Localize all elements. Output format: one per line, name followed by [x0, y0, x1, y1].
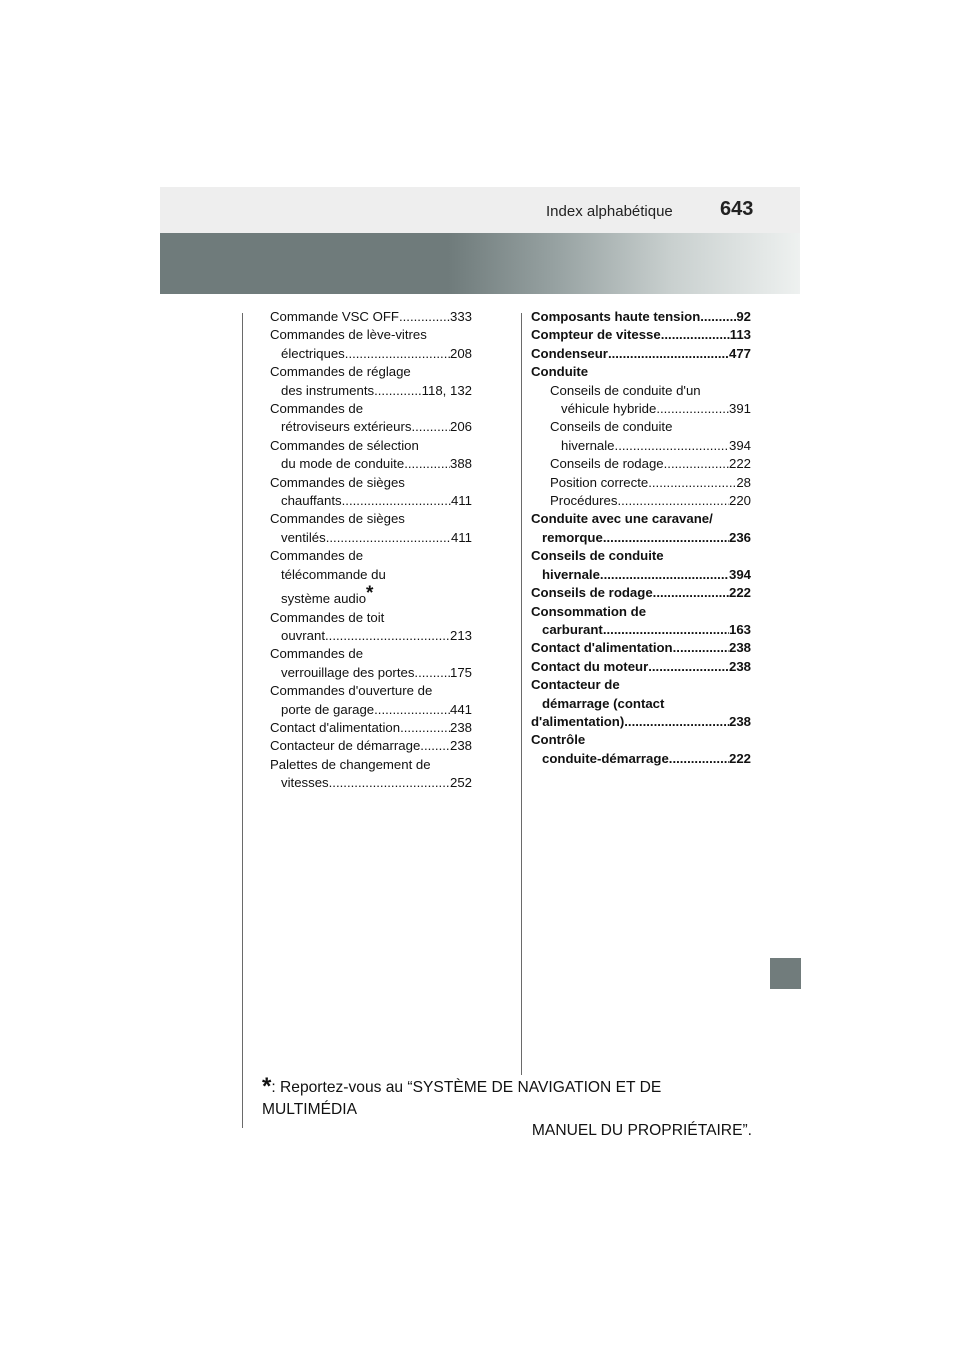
index-entry	[270, 363, 472, 400]
index-entry	[270, 609, 472, 646]
entry-text: remorque	[542, 529, 603, 545]
entry-text: système audio	[281, 591, 367, 607]
entry-text: Palettes de changement de	[270, 756, 431, 772]
entry-page[interactable]: 118, 132	[421, 382, 472, 398]
entry-page[interactable]: 236	[728, 529, 751, 545]
index-entry	[270, 737, 472, 755]
asterisk-mark: *	[262, 1073, 272, 1100]
index-entry	[270, 645, 472, 682]
dot-leader	[648, 658, 729, 676]
entry-text: hivernale	[561, 437, 615, 453]
entry-text: des instruments	[281, 382, 375, 398]
entry-text: conduite-démarrage	[542, 750, 669, 766]
entry-text: Commandes de sélection	[270, 437, 419, 453]
entry-page[interactable]: 477	[728, 345, 751, 361]
footnote	[262, 1075, 752, 1141]
index-entry	[270, 547, 472, 608]
entry-text: Commandes de sièges	[270, 474, 405, 490]
entry-text: Conseils de rodage	[550, 456, 664, 472]
entry-text: Compteur de vitesse	[531, 327, 661, 343]
entry-text: Commandes de lève-vitres	[270, 327, 427, 343]
dot-leader	[624, 713, 729, 731]
entry-text: Contact d'alimentation	[270, 719, 401, 735]
entry-text: Procédures	[550, 493, 618, 509]
index-entry	[531, 603, 751, 640]
index-entry	[270, 510, 472, 547]
entry-page[interactable]: 388	[449, 456, 472, 472]
index-entry	[531, 731, 751, 768]
dot-leader	[414, 664, 450, 682]
footnote-text: : Reportez-vous au “SYSTÈME DE NAVIGATION ET DE MULTIMÉDIA	[262, 1079, 662, 1118]
dot-leader	[345, 345, 450, 363]
entry-page[interactable]: 113	[729, 327, 751, 343]
entry-text: véhicule hybride	[561, 401, 657, 417]
dot-leader	[608, 345, 729, 363]
entry-page[interactable]: 394	[728, 566, 751, 582]
footnote-text: MANUEL DU PROPRIÉTAIRE”.	[531, 1122, 752, 1139]
entry-text: Conseils de conduite	[550, 419, 673, 435]
entry-text: Commande VSC OFF	[270, 309, 399, 324]
entry-text: porte de garage	[281, 701, 375, 717]
entry-page[interactable]: 411	[450, 529, 472, 545]
dot-leader	[653, 584, 729, 602]
entry-text: Commandes d'ouverture de	[270, 683, 433, 699]
entry-text: Consommation de	[531, 603, 647, 619]
dot-leader	[411, 418, 450, 436]
entry-text: hivernale	[542, 566, 600, 582]
dot-leader	[656, 400, 729, 418]
index-entry	[531, 326, 751, 344]
index-entry	[270, 474, 472, 511]
index-entry	[531, 510, 751, 547]
dot-leader	[661, 326, 730, 344]
dot-leader	[404, 455, 450, 473]
entry-text: Contact du moteur	[531, 658, 649, 674]
entry-text: rétroviseurs extérieurs	[281, 419, 412, 435]
entry-text: Commandes de sièges	[270, 511, 405, 527]
entry-text: Commandes de	[270, 548, 364, 564]
index-entry	[270, 756, 472, 793]
dot-leader	[617, 492, 729, 510]
entry-text: Conseils de rodage	[531, 585, 653, 601]
dot-leader	[673, 639, 729, 657]
left-margin-rule	[242, 313, 243, 1128]
header-banner	[160, 233, 800, 294]
dot-leader	[326, 529, 451, 547]
entry-heading: Conduite	[531, 364, 589, 380]
entry-text: d'alimentation)	[531, 713, 625, 729]
entry-text: Contrôle	[531, 732, 586, 748]
dot-leader	[669, 750, 729, 768]
index-entry	[270, 719, 472, 737]
entry-page[interactable]: 238	[728, 640, 751, 656]
entry-text: Conseils de conduite	[531, 548, 664, 564]
entry-text: Position correcte	[550, 474, 649, 490]
index-entry	[270, 437, 472, 474]
entry-text: Contacteur de démarrage	[270, 738, 421, 754]
dot-leader	[329, 774, 450, 792]
entry-page[interactable]: 163	[728, 621, 751, 637]
dot-leader	[374, 701, 450, 719]
entry-page[interactable]: 208	[449, 345, 472, 361]
entry-page[interactable]: 441	[449, 701, 472, 717]
entry-page[interactable]: 220	[728, 493, 751, 509]
entry-page[interactable]: 28	[736, 474, 751, 490]
entry-text: Commandes de réglage	[270, 364, 411, 380]
entry-text: ventilés	[281, 529, 326, 545]
entry-text: verrouillage des portes	[281, 664, 415, 680]
entry-page[interactable]: 238	[449, 719, 472, 735]
dot-leader	[664, 455, 729, 473]
dot-leader	[374, 382, 422, 400]
entry-text: Commandes de	[270, 646, 364, 662]
entry-page[interactable]: 411	[450, 493, 472, 509]
entry-text: Condenseur	[531, 345, 608, 361]
dot-leader	[342, 492, 451, 510]
entry-page[interactable]: 333	[449, 309, 472, 324]
column-divider	[521, 313, 522, 1075]
index-entry	[531, 639, 751, 657]
entry-page[interactable]: 206	[449, 419, 472, 435]
dot-leader	[400, 719, 450, 737]
entry-page[interactable]: 238	[728, 713, 751, 729]
entry-page[interactable]: 238	[728, 658, 751, 674]
dot-leader	[700, 308, 736, 326]
entry-text: électriques	[281, 345, 345, 361]
section-title: Index alphabétique	[546, 203, 673, 220]
index-entry	[531, 308, 751, 326]
section-tab	[770, 958, 801, 989]
entry-page[interactable]: 92	[736, 309, 751, 324]
index-entry	[270, 682, 472, 719]
index-column-right	[531, 308, 751, 768]
dot-leader	[603, 529, 729, 547]
index-entry	[270, 400, 472, 437]
dot-leader	[615, 437, 729, 455]
index-entry	[270, 308, 472, 326]
dot-leader	[399, 308, 450, 326]
entry-page[interactable]: 391	[728, 401, 751, 417]
dot-leader	[325, 627, 450, 645]
entry-text: Conduite avec une caravane/	[531, 511, 713, 527]
page-number: 643	[720, 198, 754, 220]
entry-text: Commandes de toit	[270, 609, 385, 625]
index-entry	[531, 363, 751, 510]
index-entry	[531, 547, 751, 584]
entry-page[interactable]: 238	[449, 738, 472, 754]
entry-text: Commandes de	[270, 401, 364, 417]
entry-page[interactable]: 394	[728, 437, 751, 453]
entry-text: vitesses	[281, 775, 329, 791]
dot-leader	[600, 566, 729, 584]
entry-page[interactable]: 252	[449, 775, 472, 791]
index-entry	[531, 345, 751, 363]
entry-text: Composants haute tension	[531, 309, 701, 324]
entry-text: démarrage (contact	[542, 695, 665, 711]
index-entry	[531, 584, 751, 602]
entry-text-line	[270, 584, 472, 608]
asterisk-mark: *	[366, 583, 374, 605]
entry-page[interactable]: 222	[728, 750, 751, 766]
index-entry	[270, 326, 472, 363]
entry-page[interactable]: 222	[728, 456, 751, 472]
dot-leader	[420, 737, 450, 755]
entry-page[interactable]: 213	[449, 627, 472, 643]
entry-text: chauffants	[281, 493, 342, 509]
header-bar	[160, 187, 800, 233]
entry-text: Contacteur de	[531, 677, 620, 693]
index-entry	[531, 676, 751, 731]
index-entry	[531, 658, 751, 676]
dot-leader	[648, 474, 736, 492]
entry-page[interactable]: 175	[449, 664, 472, 680]
entry-text: du mode de conduite	[281, 456, 405, 472]
entry-text: carburant	[542, 621, 603, 637]
entry-text: Conseils de conduite d'un	[550, 382, 701, 398]
footnote-line	[262, 1075, 752, 1120]
entry-text: ouvrant	[281, 627, 325, 643]
index-column-left	[270, 308, 472, 793]
entry-text: télécommande du	[281, 566, 386, 582]
entry-page[interactable]: 222	[728, 585, 751, 601]
dot-leader	[603, 621, 729, 639]
entry-text: Contact d'alimentation	[531, 640, 673, 656]
